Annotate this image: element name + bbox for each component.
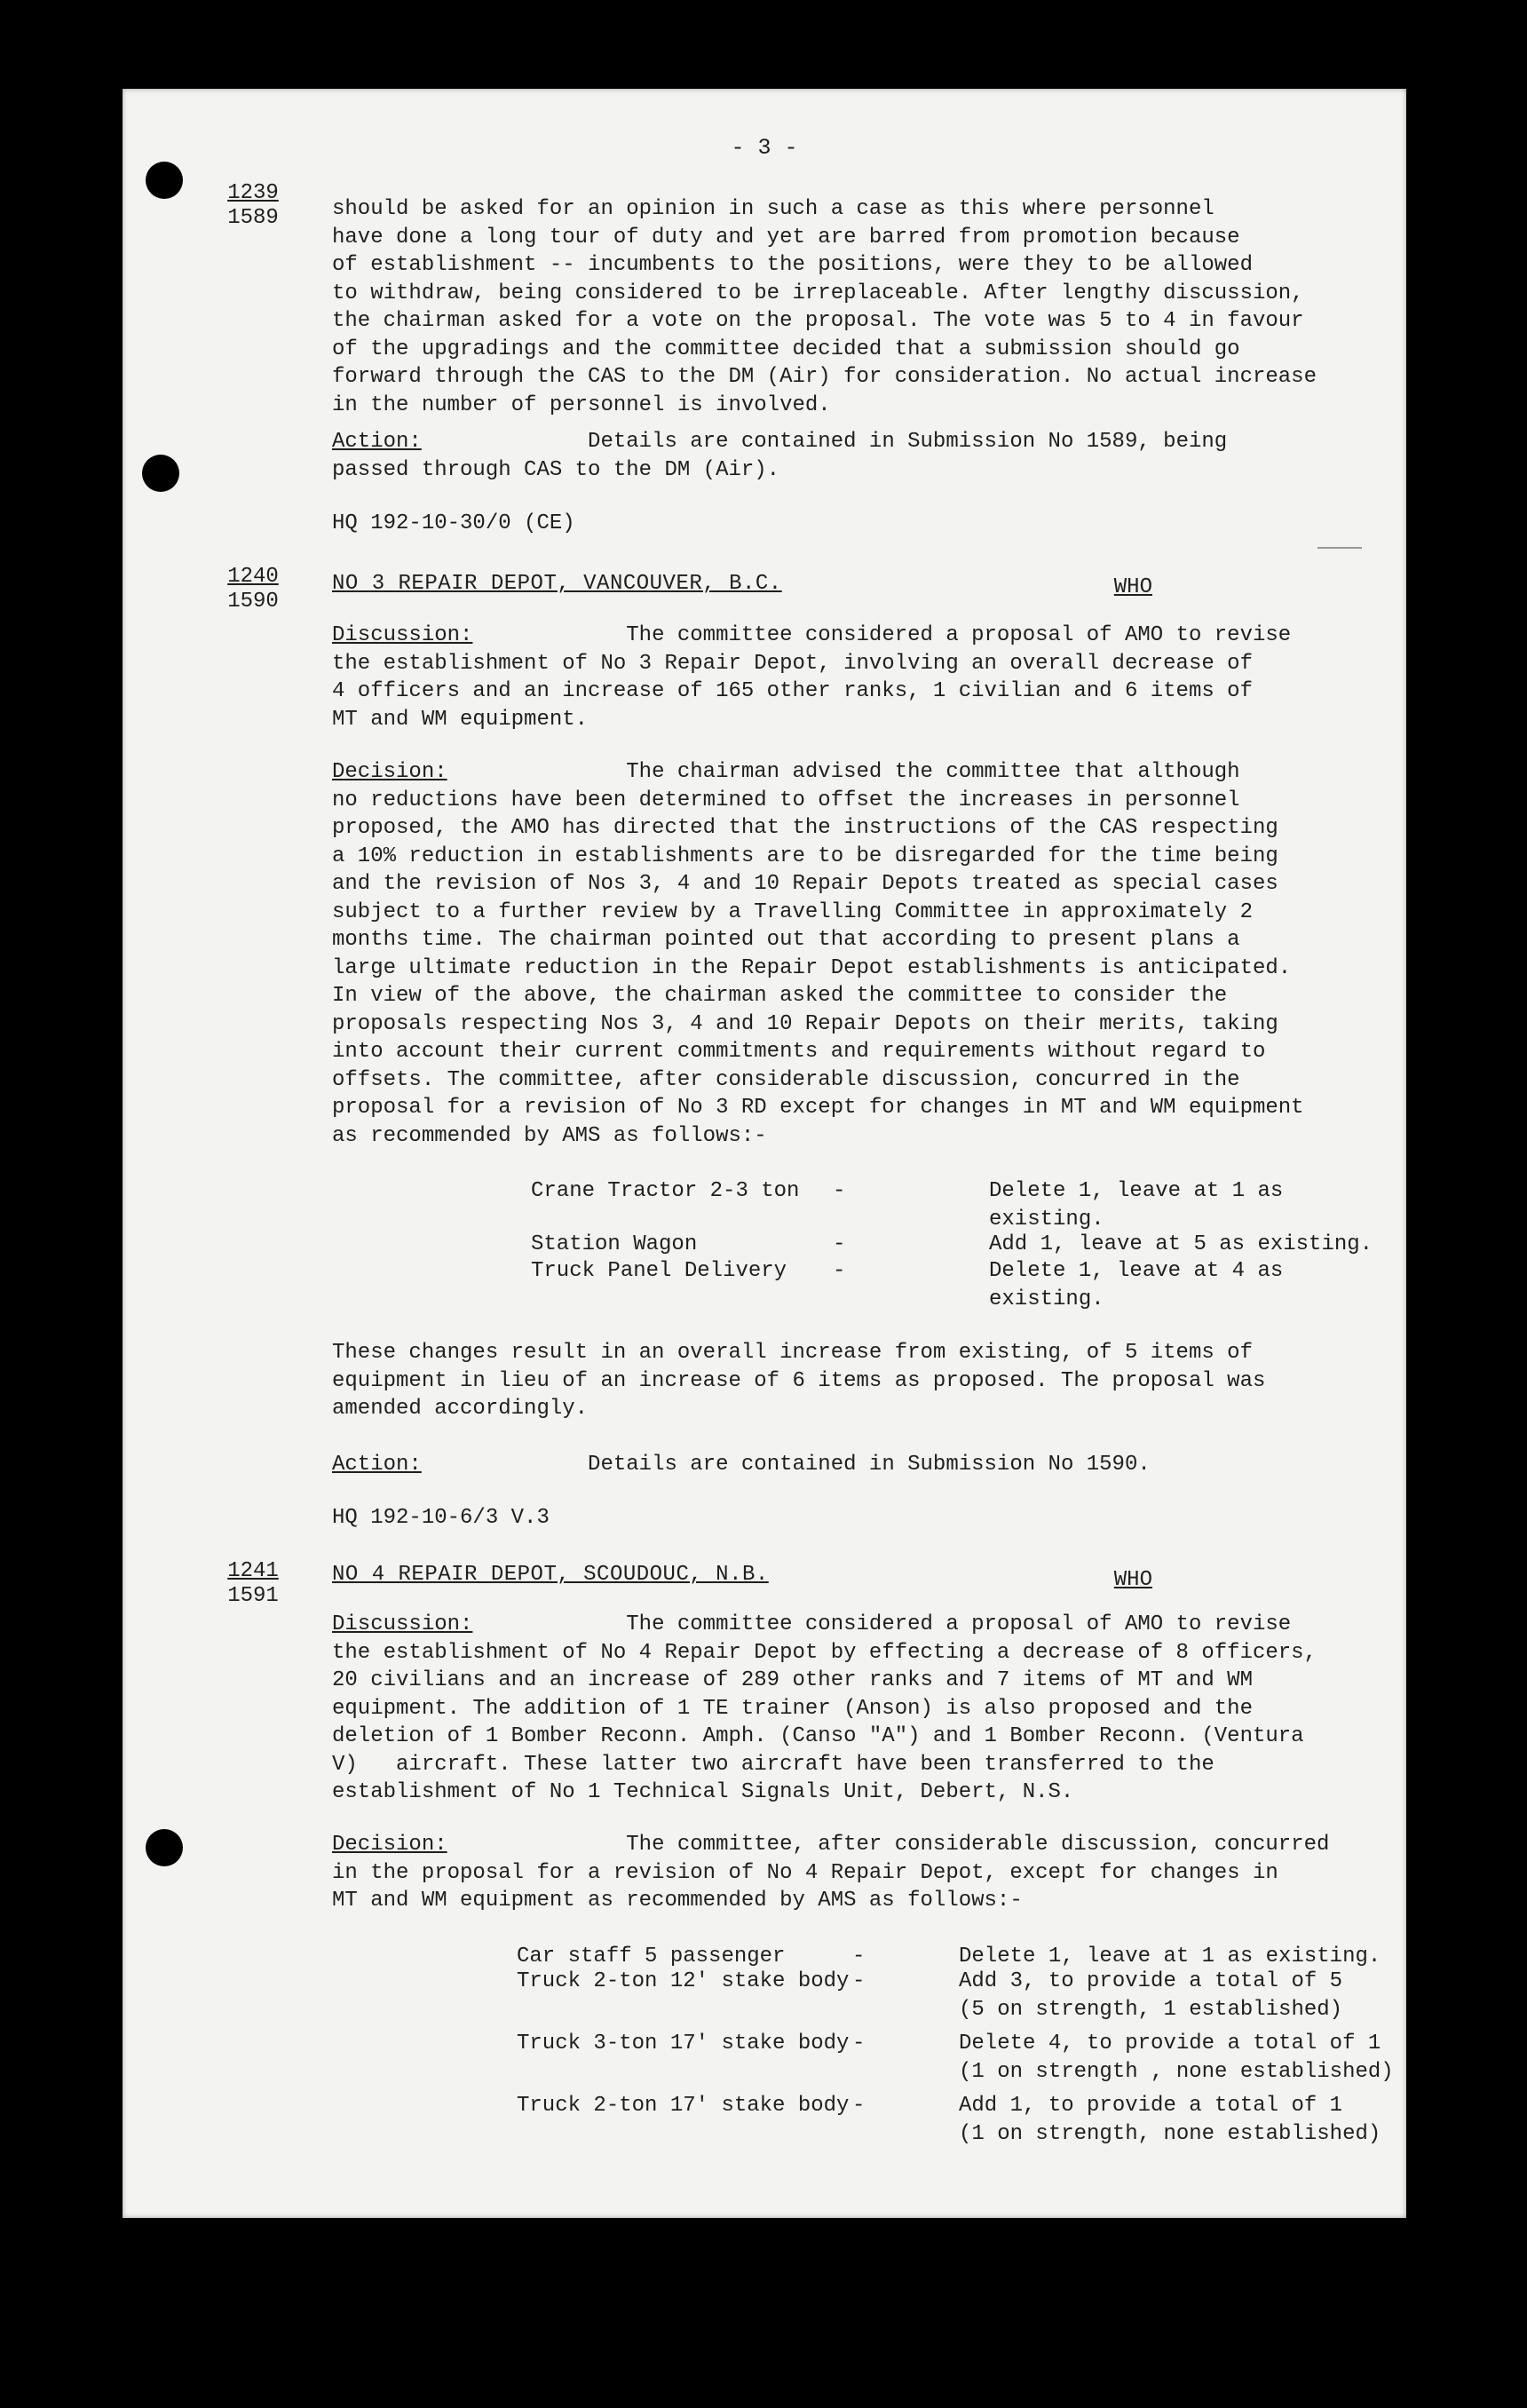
section-1590-action <box>332 1451 1151 1479</box>
equipment-change: Add 3, to provide a total of 5 (5 on strength, 1 established) <box>959 1969 1343 2022</box>
section-heading: NO 3 REPAIR DEPOT, VANCOUVER, B.C. <box>332 572 782 596</box>
equipment-change: Add 1, leave at 5 as existing. <box>989 1232 1373 1256</box>
margin-reference-top: 1239 <box>227 181 279 205</box>
section-1591-decision <box>332 1831 1329 1915</box>
equipment-item: Car staff 5 passenger <box>517 1945 786 1968</box>
page-number: - 3 - <box>731 135 798 161</box>
action-text: Details are contained in Submission No 1590. <box>421 1453 1151 1477</box>
equipment-change: Add 1, to provide a total of 1 (1 on strength, none established) <box>959 2094 1381 2146</box>
decision-label: Decision: <box>332 760 447 784</box>
section-1590-discussion <box>332 622 1291 733</box>
divider-line <box>1317 547 1362 549</box>
equipment-dash: - <box>833 1179 846 1203</box>
punch-hole-bottom <box>146 1829 183 1866</box>
equipment-dash: - <box>852 1945 866 1968</box>
section-1590-decision <box>332 758 1304 1150</box>
margin-reference-1589 <box>222 181 284 231</box>
action-label: Action: <box>332 430 422 454</box>
document-page <box>123 89 1406 2218</box>
decision-text: The chairman advised the committee that although no reductions have been determined to offset the increases in personnel proposed, the AMO has directed that the instructions of the CAS respecting a 10% reduction in establishments are to be disregarded for the time being and the revision of Nos 3, 4 and 10 Repair Depots treated as special cases subject to a further review by a Travelling Committee in approximately 2 months time. The chairman pointed out that according to present plans a large ultimate reduction in the Repair Depot establishments is anticipated. In view of the above, the chairman asked the committee to consider the proposals respecting Nos 3, 4 and 10 Repair Depots on their merits, taking into account their current commitments and requirements without regard to offsets. The committee, after considerable discussion, concurred in the proposal for a revision of No 3 RD except for changes in MT and WM equipment as recommended by AMS as follows:- <box>332 760 1304 1148</box>
margin-reference-bottom: 1589 <box>227 206 279 230</box>
decision-label: Decision: <box>332 1833 447 1857</box>
equipment-dash: - <box>833 1259 846 1283</box>
punch-hole-top <box>146 162 183 199</box>
equipment-change: Delete 1, leave at 1 as existing. <box>959 1945 1381 1968</box>
margin-reference-1591 <box>222 1559 284 1609</box>
margin-reference-top: 1241 <box>227 1559 279 1583</box>
equipment-dash: - <box>852 2032 866 2056</box>
equipment-change: Delete 1, leave at 4 as existing. <box>989 1259 1284 1311</box>
margin-reference-bottom: 1590 <box>227 590 279 614</box>
equipment-dash: - <box>833 1232 846 1256</box>
equipment-item: Crane Tractor 2-3 ton <box>531 1179 800 1203</box>
equipment-dash: - <box>852 1969 866 1993</box>
discussion-text: The committee considered a proposal of AMO to revise the establishment of No 3 Repair Depot, involving an overall decrease of 4 officers and an increase of 165 other ranks, 1 civilian and 6 items of MT and WM equipment. <box>332 623 1292 732</box>
equipment-item: Truck 3-ton 17' stake body <box>517 2032 850 2056</box>
margin-reference-top: 1240 <box>227 565 279 589</box>
decision-text: The committee, after considerable discussion, concurred in the proposal for a revision of No 4 Repair Depot, except for changes in MT and WM equipment as recommended by AMS as follows:- <box>332 1833 1330 1913</box>
margin-reference-1590 <box>222 565 284 614</box>
file-reference: HQ 192-10-30/0 (CE) <box>332 511 575 535</box>
who-label: WHO <box>1113 1568 1152 1592</box>
equipment-item: Truck 2-ton 12' stake body <box>517 1969 850 1993</box>
equipment-change: Delete 4, to provide a total of 1 (1 on strength , none established) <box>959 2032 1394 2084</box>
section-heading: NO 4 REPAIR DEPOT, SCOUDOUC, N.B. <box>332 1563 769 1587</box>
discussion-text: The committee considered a proposal of AMO to revise the establishment of No 4 Repair Depot by effecting a decrease of 8 officers, 20 civilians and an increase of 289 other ranks and 7 items of MT and WM equipment. The addition of 1 TE trainer (Anson) is also proposed and the deletion of 1 Bomber Reconn. Amph. (Canso "A") and 1 Bomber Reconn. (Ventura V) aircraft. These latter two aircraft have been transferred to the establishment of No 1 Technical Signals Unit, Debert, N.S. <box>332 1612 1317 1804</box>
equipment-item: Station Wagon <box>531 1232 698 1256</box>
margin-reference-bottom: 1591 <box>227 1584 279 1608</box>
action-text: Details are contained in Submission No 1589, being passed through CAS to the DM (Air). <box>332 430 1228 482</box>
discussion-label: Discussion: <box>332 1612 473 1636</box>
action-label: Action: <box>332 1453 422 1477</box>
file-reference: HQ 192-10-6/3 V.3 <box>332 1506 550 1530</box>
section-1589-text: should be asked for an opinion in such a case as this where personnel have done a long tour of duty and yet are barred from promotion because of establishment -- incumbents to the positions, were they to be allowed to withdraw, being considered to be irreplaceable. After lengthy discussion, the chairman asked for a vote on the proposal. The vote was 5 to 4 in favour of the upgradings and the committee decided that a submission should go forward through the CAS to the DM (Air) for consideration. No actual increase in the number of personnel is involved. <box>332 197 1317 417</box>
section-1589-action <box>332 428 1227 484</box>
equipment-item: Truck Panel Delivery <box>531 1259 787 1283</box>
equipment-item: Truck 2-ton 17' stake body <box>517 2094 850 2118</box>
equipment-dash: - <box>852 2094 866 2118</box>
section-1591-discussion <box>332 1611 1317 1807</box>
equipment-change: Delete 1, leave at 1 as existing. <box>989 1179 1284 1232</box>
punch-hole-middle <box>142 455 179 492</box>
who-label: WHO <box>1113 575 1152 599</box>
discussion-label: Discussion: <box>332 623 473 647</box>
section-1590-summary: These changes result in an overall increase from existing, of 5 items of equipment in lieu of an increase of 6 items as proposed. The proposal was amended accordingly. <box>332 1341 1266 1421</box>
